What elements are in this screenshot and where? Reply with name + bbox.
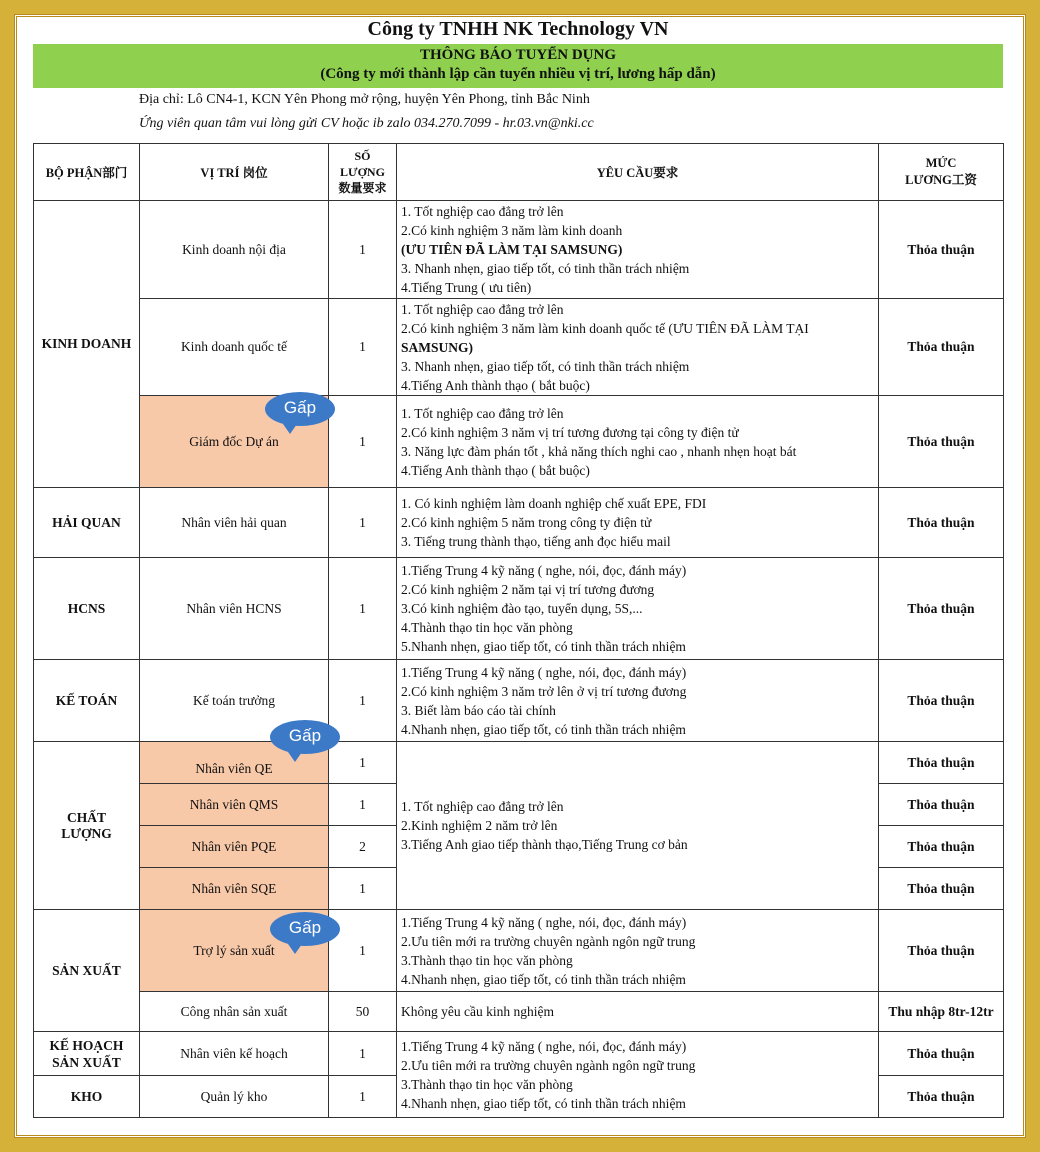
- position-cell: Gấp Trợ lý sản xuất: [140, 910, 329, 992]
- table-row: [34, 201, 1004, 299]
- contact-line: Ứng viên quan tâm vui lòng gửi CV hoặc ib zalo 034.270.7099 - hr.03.vn@nki.cc: [139, 116, 594, 131]
- table-row: [34, 558, 1004, 660]
- recruitment-banner: [33, 44, 1003, 88]
- qty-cell: 1: [329, 868, 397, 910]
- table-row: [34, 660, 1004, 742]
- urgent-badge: Gấp: [270, 912, 340, 946]
- col-position: VỊ TRÍ 岗位: [140, 144, 329, 201]
- qty-cell: 1: [329, 1076, 397, 1118]
- requirements-cell: Không yêu cầu kinh nghiệm: [397, 992, 879, 1032]
- salary-cell: Thu nhập 8tr-12tr: [879, 992, 1004, 1032]
- salary-cell: Thỏa thuận: [879, 558, 1004, 660]
- table-row: [34, 1032, 1004, 1076]
- table-row: [34, 396, 1004, 488]
- salary-cell: Thỏa thuận: [879, 1032, 1004, 1076]
- position-cell: Nhân viên SQE: [140, 868, 329, 910]
- dept-cell: CHẤT LƯỢNG: [34, 742, 140, 910]
- position-cell: Kinh doanh nội địa: [140, 201, 329, 299]
- qty-cell: 1: [329, 201, 397, 299]
- table-row: [34, 992, 1004, 1032]
- position-cell: Kinh doanh quốc tế: [140, 299, 329, 396]
- qty-cell: 1: [329, 910, 397, 992]
- table-row: [34, 488, 1004, 558]
- banner-title: THÔNG BÁO TUYỂN DỤNG: [420, 47, 616, 63]
- banner-subtitle: (Công ty mới thành lập cần tuyển nhiều vị trí, lương hấp dẫn): [320, 66, 716, 82]
- qty-cell: 1: [329, 784, 397, 826]
- requirements-cell: 1.Tiếng Trung 4 kỹ năng ( nghe, nói, đọc, đánh máy) 2.Có kinh nghiệm 2 năm tại vị trí tương đương 3.Có kinh nghiệm đào tạo, tuyển dụng, 5S,... 4.Thành thạo tin học văn phòng 5.Nhanh nhẹn, giao tiếp tốt, có tinh thần trách nhiệm: [397, 558, 879, 660]
- qty-cell: 1: [329, 742, 397, 784]
- salary-cell: Thỏa thuận: [879, 868, 1004, 910]
- col-qty: SỐ LƯỢNG 数量要求: [329, 144, 397, 201]
- salary-cell: Thỏa thuận: [879, 784, 1004, 826]
- salary-cell: Thỏa thuận: [879, 201, 1004, 299]
- position-cell: Nhân viên kế hoạch: [140, 1032, 329, 1076]
- qty-cell: 1: [329, 1032, 397, 1076]
- position-cell: Gấp Nhân viên QE: [140, 742, 329, 784]
- qty-cell: 1: [329, 660, 397, 742]
- dept-cell: KHO: [34, 1076, 140, 1118]
- salary-cell: Thỏa thuận: [879, 488, 1004, 558]
- dept-cell: SẢN XUẤT: [34, 910, 140, 1032]
- position-cell: Nhân viên QMS: [140, 784, 329, 826]
- dept-cell: KẾ TOÁN: [34, 660, 140, 742]
- col-requirements: YÊU CẦU要求: [397, 144, 879, 201]
- dept-cell: KINH DOANH: [34, 201, 140, 488]
- qty-cell: 50: [329, 992, 397, 1032]
- table-header-row: [34, 144, 1004, 201]
- notice-header: [33, 14, 1003, 136]
- requirements-cell: 1.Tiếng Trung 4 kỹ năng ( nghe, nói, đọc, đánh máy) 2.Ưu tiên mới ra trường chuyên ngành ngôn ngữ trung 3.Thành thạo tin học văn phòng 4.Nhanh nhẹn, giao tiếp tốt, có tinh thần trách nhiệm: [397, 910, 879, 992]
- urgent-badge: Gấp: [265, 392, 335, 426]
- col-dept: BỘ PHẬN部门: [34, 144, 140, 201]
- qty-cell: 1: [329, 558, 397, 660]
- position-cell: Kế toán trưởng: [140, 660, 329, 742]
- requirements-cell: 1. Tốt nghiệp cao đẳng trở lên 2.Có kinh nghiệm 3 năm vị trí tương đương tại công ty điện tử 3. Năng lực đàm phán tốt , khả năng thích nghi cao , nhanh nhẹn hoạt bát 4.Tiếng Anh thành thạo ( bắt buộc): [397, 396, 879, 488]
- position-cell: Công nhân sản xuất: [140, 992, 329, 1032]
- requirements-cell: 1. Tốt nghiệp cao đẳng trở lên 2.Có kinh nghiệm 3 năm làm kinh doanh quốc tế (ƯU TIÊN ĐÃ LÀM TẠI SAMSUNG) 3. Nhanh nhẹn, giao tiếp tốt, có tinh thần trách nhiệm 4.Tiếng Anh thành thạo ( bắt buộc): [397, 299, 879, 396]
- table-row: [34, 299, 1004, 396]
- position-cell: Nhân viên hải quan: [140, 488, 329, 558]
- table-row: [34, 742, 1004, 784]
- salary-cell: Thỏa thuận: [879, 396, 1004, 488]
- requirements-cell: 1.Tiếng Trung 4 kỹ năng ( nghe, nói, đọc, đánh máy) 2.Có kinh nghiệm 3 năm trở lên ở vị trí tương đương 3. Biết làm báo cáo tài chính 4.Nhanh nhẹn, giao tiếp tốt, có tinh thần trách nhiệm: [397, 660, 879, 742]
- position-cell: Quản lý kho: [140, 1076, 329, 1118]
- salary-cell: Thỏa thuận: [879, 1076, 1004, 1118]
- qty-cell: 2: [329, 826, 397, 868]
- urgent-badge: Gấp: [270, 720, 340, 754]
- qty-cell: 1: [329, 396, 397, 488]
- qty-cell: 1: [329, 299, 397, 396]
- salary-cell: Thỏa thuận: [879, 826, 1004, 868]
- position-cell: Nhân viên HCNS: [140, 558, 329, 660]
- dept-cell: KẾ HOẠCH SẢN XUẤT: [34, 1032, 140, 1076]
- company-name: Công ty TNHH NK Technology VN: [367, 18, 669, 40]
- job-table: [33, 143, 1004, 1118]
- address-line: Địa chỉ: Lô CN4-1, KCN Yên Phong mở rộng, huyện Yên Phong, tỉnh Bắc Ninh: [139, 92, 590, 107]
- table-row: [34, 910, 1004, 992]
- salary-cell: Thỏa thuận: [879, 742, 1004, 784]
- col-salary: MỨC LƯƠNG工资: [879, 144, 1004, 201]
- salary-cell: Thỏa thuận: [879, 299, 1004, 396]
- requirements-cell: 1. Tốt nghiệp cao đẳng trở lên 2.Kinh nghiệm 2 năm trở lên 3.Tiếng Anh giao tiếp thành thạo,Tiếng Trung cơ bản: [397, 742, 879, 910]
- salary-cell: Thỏa thuận: [879, 660, 1004, 742]
- qty-cell: 1: [329, 488, 397, 558]
- position-cell: Nhân viên PQE: [140, 826, 329, 868]
- dept-cell: HẢI QUAN: [34, 488, 140, 558]
- dept-cell: HCNS: [34, 558, 140, 660]
- requirements-cell: 1. Có kinh nghiệm làm doanh nghiệp chế xuất EPE, FDI 2.Có kinh nghiệm 5 năm trong công ty điện tử 3. Tiếng trung thành thạo, tiếng anh đọc hiểu mail: [397, 488, 879, 558]
- requirements-cell: 1.Tiếng Trung 4 kỹ năng ( nghe, nói, đọc, đánh máy) 2.Ưu tiên mới ra trường chuyên ngành ngôn ngữ trung 3.Thành thạo tin học văn phòng 4.Nhanh nhẹn, giao tiếp tốt, có tinh thần trách nhiệm: [397, 1032, 879, 1118]
- requirements-cell: 1. Tốt nghiệp cao đẳng trở lên 2.Có kinh nghiệm 3 năm làm kinh doanh (ƯU TIÊN ĐÃ LÀM TẠI SAMSUNG) 3. Nhanh nhẹn, giao tiếp tốt, có tinh thần trách nhiệm 4.Tiếng Trung ( ưu tiên): [397, 201, 879, 299]
- salary-cell: Thỏa thuận: [879, 910, 1004, 992]
- position-cell: Gấp Giám đốc Dự án: [140, 396, 329, 488]
